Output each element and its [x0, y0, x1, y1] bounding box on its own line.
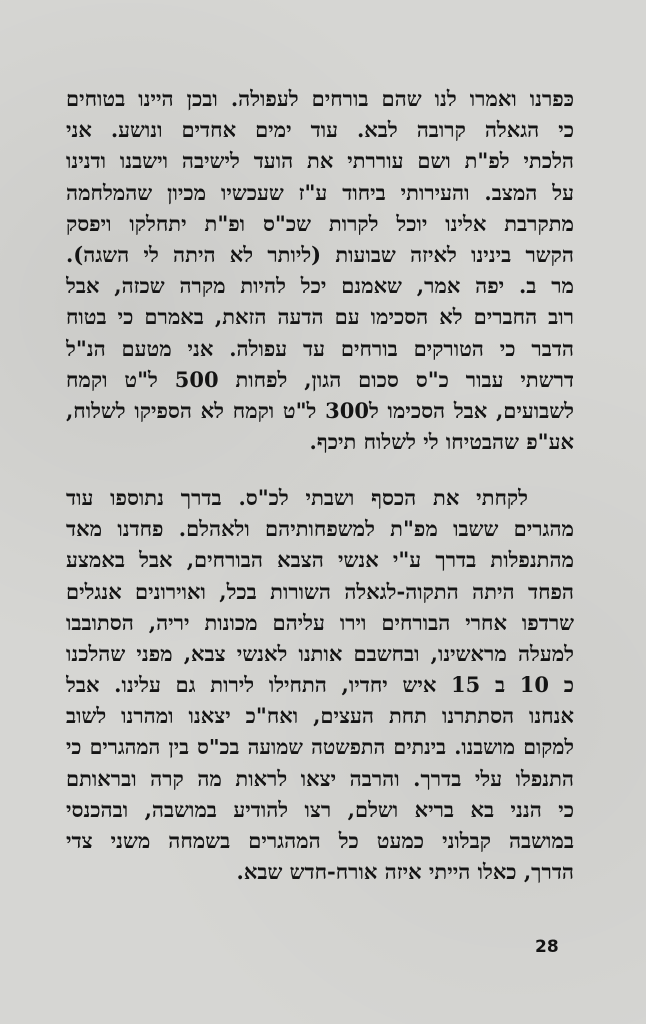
text-line: התנפלו עלי בדרך. והרבה יצאו לראות מה קרה ובראותם: [66, 765, 574, 791]
text-line: אע"פ שהבטיחו לי לשלוח תיכף.: [309, 429, 574, 455]
text-line: על המצב. והעירותי ביחוד ע"ז שעכשיו מכיון שהמלחמה: [66, 179, 574, 205]
paragraph-2: [66, 482, 574, 887]
text-line: הדבר כי הטורקים בורחים עד עפולה. אני מטעם הנ"ל: [66, 335, 574, 361]
text-line: אנחנו הסתתרנו תחת העצים, ואח"כ יצאנו ומהרנו לשוב: [66, 703, 574, 729]
paragraph-1: [66, 83, 574, 457]
text-line: כ 10 ב 15 איש יחדיו, התחילו לירות גם עלינו. אבל: [66, 672, 574, 698]
text-line: רוב החברים לא הסכימו עם הדעה הזאת, באמרם כי בטוח: [66, 304, 574, 330]
text-line: למעלה מראשינו, ובחשבם אותנו לאנשי צבא, מפני שהלכנו: [66, 640, 574, 666]
text-line: כּפרנו ואמרו לנו שהם בורחים לעפולה. ובכן היינו בטוחים: [66, 86, 574, 111]
page-number: 28: [535, 937, 559, 957]
text-line: כי הגאלה קרובה לבא. עוד ימים אחדים ונושע. אני: [66, 117, 574, 143]
text-line: מהגרים ששבו מפ"ת למשפחותיהם ולאהלם. פחדנו מאד: [66, 516, 574, 542]
text-line: מהתנפלות בדרך ע"י אנשי הצבא הבורחים, אבל באמצע: [66, 547, 574, 573]
text-line: במושבה קבלוני כמעט כל המהגרים בשמחה משני צדי: [66, 828, 574, 854]
text-line: שרדפו אחרי הבורחים וירו עליהם מכונות יריה, הסתובבו: [66, 609, 574, 635]
text-line: הדרך, כאלו הייתי איזה אורח-חדש שבא.: [236, 859, 574, 885]
text-line: מר ב. יפה אמר, שאמנם יכל להיות מקרה שכזה, אבל: [66, 273, 574, 299]
text-line: מתקרבת אלינו יוכל לקרות שכ"ס ופ"ת יתחלקו ויפסק: [66, 210, 574, 236]
text-line: הפחד היתה התקוה-לגאלה השורות בכל, ואוירונים אנגלים: [66, 578, 574, 604]
text-line: למקום מושבנו. בינתים התפשטה שמועה בכ"ס בין המהגרים כי: [66, 734, 574, 759]
text-line: לשבועים, אבל הסכימו ל300 ל"ט וקמח לא הספיקו לשלוח,: [66, 397, 574, 423]
text-line: כי הנני בא בריא ושלם, רצו להודיע במושבה, ובהכנסי: [66, 796, 574, 822]
text-line: הלכתי לפ"ת ושם עוררתי את הועד לישיבה וישבנו ודנינו: [66, 148, 574, 174]
text-line: דרשתי עבור כ"ס סכום הגון, לפחות 500 ל"ט וקמח: [66, 366, 574, 392]
text-line: לקחתי את הכסף ושבתי לכ"ס. בדרך נתוספו עוד: [66, 485, 528, 510]
text-line: הקשר בינינו לאיזה שבועות (ליותר לא היתה לי השגה).: [66, 241, 574, 267]
